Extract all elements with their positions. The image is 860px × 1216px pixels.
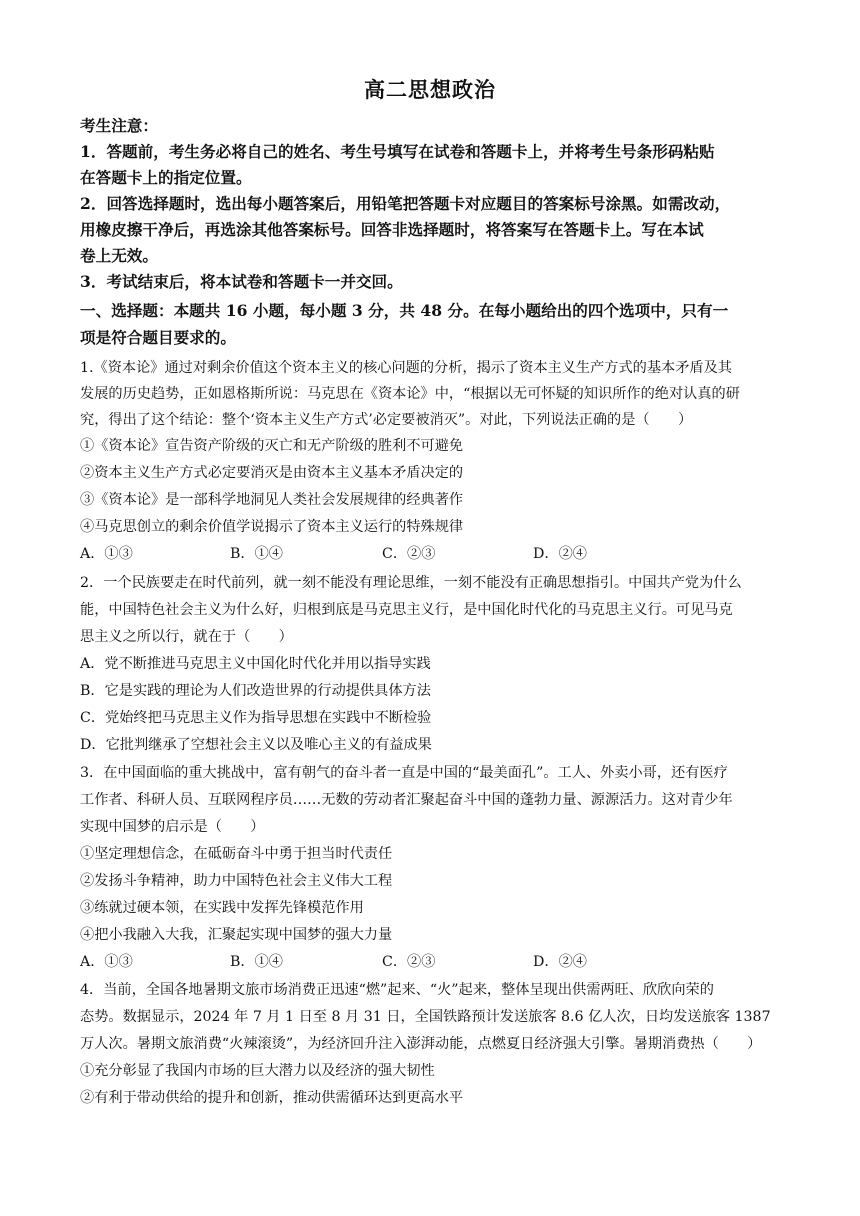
question-1-text: 发展的历史趋势，正如恩格斯所说：马克思在《资本论》中，“根据以无可怀疑的知识所作的绝对认真的研 bbox=[80, 386, 740, 402]
question-3-statement: ②发扬斗争精神，助力中国特色社会主义伟大工程 bbox=[80, 873, 393, 889]
notice-line: 1．答题前，考生务必将自己的姓名、考生号填写在试卷和答题卡上，并将考生号条形码粘贴 bbox=[80, 142, 715, 161]
notice-line: 在答题卡上的指定位置。 bbox=[80, 168, 252, 187]
question-2-text: 能，中国特色社会主义为什么好，归根到底是马克思主义行，是中国化时代化的马克思主义行。可见马克 bbox=[80, 602, 733, 618]
notice-heading: 考生注意： bbox=[80, 116, 158, 135]
question-3-text: 3．在中国面临的重大挑战中，富有朝气的奋斗者一直是中国的“最美面孔”。工人、外卖小哥，还有医疗 bbox=[80, 765, 728, 781]
notice-line: 2．回答选择题时，选出每小题答案后，用铅笔把答题卡对应题目的答案标号涂黑。如需改动， bbox=[80, 194, 731, 213]
question-1-statement: ①《资本论》宣告资产阶级的灭亡和无产阶级的胜利不可避免 bbox=[80, 438, 464, 454]
question-3-statement: ①坚定理想信念，在砥砺奋斗中勇于担当时代责任 bbox=[80, 846, 393, 862]
option-a: A．①③ bbox=[80, 546, 133, 562]
option-b: B．①④ bbox=[230, 546, 283, 562]
question-2-text: 思主义之所以行，就在于（ ） bbox=[80, 629, 293, 645]
question-3-statement: ④把小我融入大我，汇聚起实现中国梦的强大力量 bbox=[80, 927, 393, 943]
question-1-statement: ③《资本论》是一部科学地洞见人类社会发展规律的经典著作 bbox=[80, 492, 464, 508]
option-a: A．①③ bbox=[80, 954, 133, 970]
question-1-text: 1.《资本论》通过对剩余价值这个资本主义的核心问题的分析，揭示了资本主义生产方式的基本矛盾及其 bbox=[80, 360, 732, 376]
option-c: C．②③ bbox=[382, 954, 436, 970]
option-c: C．②③ bbox=[382, 546, 436, 562]
section-heading: 一、选择题：本题共 16 小题，每小题 3 分，共 48 分。在每小题给出的四个选项中，只有一 bbox=[80, 301, 729, 320]
page-title: 高二思想政治 bbox=[364, 77, 496, 102]
question-2-text: 2．一个民族要走在时代前列，就一刻不能没有理论思维，一刻不能没有正确思想指引。中国共产党为什么 bbox=[80, 575, 742, 591]
question-1-statement: ④马克思创立的剩余价值学说揭示了资本主义运行的特殊规律 bbox=[80, 519, 464, 535]
option-d: D．它批判继承了空想社会主义以及唯心主义的有益成果 bbox=[80, 737, 432, 753]
notice-line: 用橡皮擦干净后，再选涂其他答案标号。回答非选择题时，将答案写在答题卡上。写在本试 bbox=[80, 220, 704, 239]
question-3-text: 实现中国梦的启示是（ ） bbox=[80, 819, 265, 835]
question-3-statement: ③练就过硬本领，在实践中发挥先锋模范作用 bbox=[80, 900, 364, 916]
question-4-statement: ①充分彰显了我国内市场的巨大潜力以及经济的强大韧性 bbox=[80, 1063, 435, 1079]
question-4-statement: ②有利于带动供给的提升和创新，推动供需循环达到更高水平 bbox=[80, 1090, 464, 1106]
option-c: C．党始终把马克思主义作为指导思想在实践中不断检验 bbox=[80, 710, 432, 726]
question-4-text: 4．当前，全国各地暑期文旅市场消费正迅速“燃”起来、“火”起来，整体呈现出供需两旺、欣欣向荣的 bbox=[80, 982, 714, 998]
option-b: B．它是实践的理论为人们改造世界的行动提供具体方法 bbox=[80, 683, 431, 699]
notice-line: 卷上无效。 bbox=[80, 246, 158, 265]
question-3-text: 工作者、科研人员、互联网程序员……无数的劳动者汇聚起奋斗中国的蓬勃力量、源源活力。这对青少年 bbox=[80, 792, 733, 808]
question-1-statement: ②资本主义生产方式必定要消灭是由资本主义基本矛盾决定的 bbox=[80, 465, 464, 481]
question-4-text: 万人次。暑期文旅消费“火辣滚烫”，为经济回升注入澎湃动能，点燃夏日经济强大引擎。暑期消费热（ ） bbox=[80, 1036, 762, 1052]
option-d: D．②④ bbox=[533, 954, 587, 970]
question-4-text: 态势。数据显示，2024 年 7 月 1 日至 8 月 31 日，全国铁路预计发送旅客 8.6 亿人次，日均发送旅客 1387 bbox=[80, 1009, 771, 1025]
option-d: D．②④ bbox=[533, 546, 587, 562]
option-a: A．党不断推进马克思主义中国化时代化并用以指导实践 bbox=[80, 656, 431, 672]
section-heading: 项是符合题目要求的。 bbox=[80, 328, 236, 347]
notice-line: 3．考试结束后，将本试卷和答题卡一并交回。 bbox=[80, 272, 403, 291]
question-1-text: 究，得出了这个结论：整个‘资本主义生产方式’必定要被消灭”。对此，下列说法正确的是（ ） bbox=[80, 412, 693, 428]
option-b: B．①④ bbox=[230, 954, 283, 970]
